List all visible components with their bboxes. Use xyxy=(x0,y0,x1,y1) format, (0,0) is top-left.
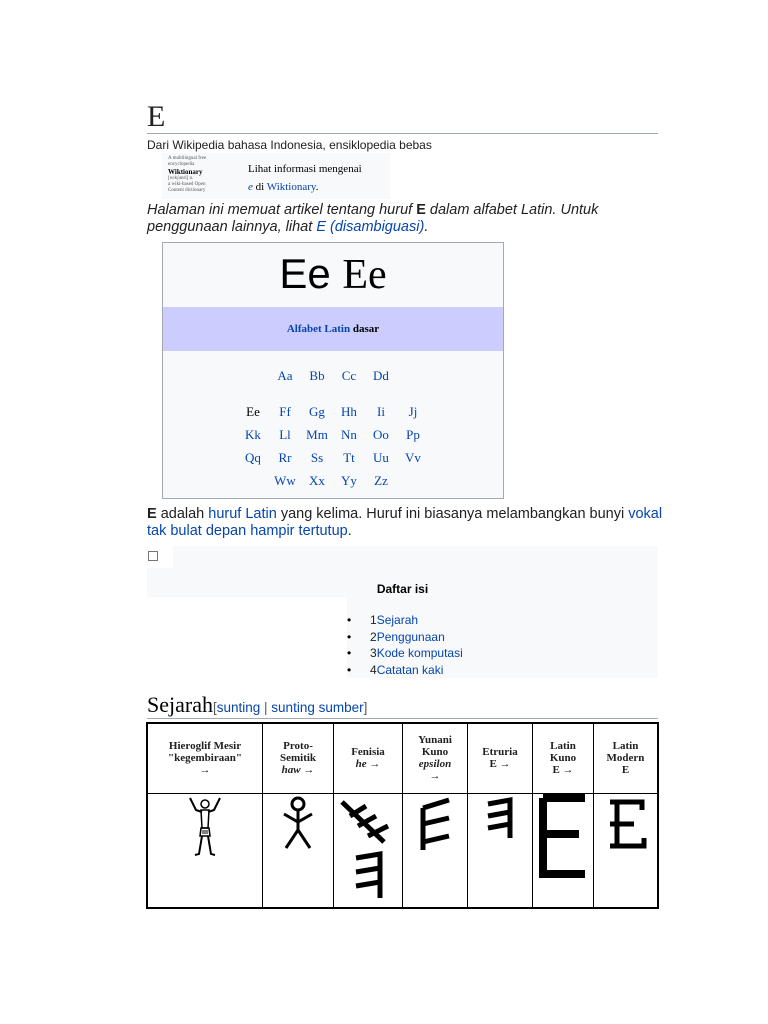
letter-link[interactable]: Xx xyxy=(309,473,325,488)
modern-latin-e-icon xyxy=(604,796,648,852)
edit-source-link[interactable]: sunting sumber xyxy=(271,700,364,715)
letter-link[interactable]: Hh xyxy=(341,404,357,419)
wiktionary-term-link[interactable]: e xyxy=(248,181,253,193)
proto-semitic-glyph[interactable] xyxy=(263,793,334,908)
toc-item[interactable]: • 1Sejarah xyxy=(347,612,463,629)
toc-toggle-checkbox[interactable] xyxy=(148,551,158,561)
header-etruscan: Etruria E → xyxy=(468,723,533,793)
latin-alphabet-link[interactable]: Alfabet Latin xyxy=(286,323,351,335)
greek-epsilon-glyph[interactable] xyxy=(403,793,468,908)
toc-item[interactable]: • 4Catatan kaki xyxy=(347,662,463,679)
toc-title: Daftar isi xyxy=(376,582,429,596)
proto-semitic-figure-icon xyxy=(278,796,318,852)
page-tagline: Dari Wikipedia bahasa Indonesia, ensiklopedia bebas xyxy=(147,138,432,152)
phoenician-glyph[interactable] xyxy=(334,793,403,908)
letter-link[interactable]: Ww xyxy=(274,473,296,488)
alphabet-row xyxy=(163,427,503,443)
letter-link[interactable]: Nn xyxy=(341,427,357,442)
toc-list xyxy=(347,612,463,678)
vowel-link[interactable]: vokal tak bulat depan hampir tertutup xyxy=(147,506,663,539)
page-title: E xyxy=(147,100,166,133)
letter-link[interactable]: Zz xyxy=(374,473,388,488)
alphabet-infobox xyxy=(162,242,504,499)
phoenician-he-icon xyxy=(336,796,400,902)
archaic-epsilon-icon xyxy=(415,796,455,852)
toc-item[interactable]: • 2Penggunaan xyxy=(347,629,463,646)
wiktionary-logo[interactable]: A multilingual free encyclopedia Wiktionary [wɪkʃənri] n. a wiki-based Open Content dictionary xyxy=(168,156,207,193)
header-proto-semitic: Proto- Semitik haw → xyxy=(263,723,334,793)
intro-paragraph: E adalah huruf Latin yang kelima. Huruf ini biasanya melambangkan bunyi vokal tak bulat depan hampir tertutup. xyxy=(147,506,663,539)
hatnote: Halaman ini memuat artikel tentang huruf E dalam alfabet Latin. Untuk penggunaan lainnya, lihat E (disambiguasi). xyxy=(147,202,599,235)
wiktionary-text: Lihat informasi mengenai xyxy=(248,163,362,175)
title-divider xyxy=(147,133,658,134)
header-modern-latin: Latin Modern E xyxy=(594,723,659,793)
letter-link[interactable]: Jj xyxy=(408,404,418,419)
modern-latin-glyph[interactable] xyxy=(594,793,659,908)
header-greek: Yunani Kuno epsilon → xyxy=(403,723,468,793)
alphabet-row xyxy=(163,473,503,489)
toc-item[interactable]: • 3Kode komputasi xyxy=(347,645,463,662)
alphabet-row xyxy=(163,450,503,466)
etruscan-glyph[interactable] xyxy=(468,793,533,908)
letter-link[interactable]: Oo xyxy=(373,427,389,442)
infobox-header: Alfabet Latin dasar xyxy=(163,307,503,351)
letter-link[interactable]: Bb xyxy=(309,368,325,383)
letter-evolution-table xyxy=(146,722,659,909)
letter-link[interactable]: Aa xyxy=(277,368,293,383)
letter-link[interactable]: Qq xyxy=(245,450,261,465)
section-heading-sejarah: Sejarah[sunting | sunting sumber] xyxy=(147,692,368,717)
etruscan-e-icon xyxy=(480,796,520,842)
letter-link[interactable]: Ss xyxy=(310,450,324,465)
header-phoenician: Fenisia he → xyxy=(334,723,403,793)
letter-link[interactable]: Kk xyxy=(245,427,261,442)
letter-link[interactable]: Mm xyxy=(306,427,328,442)
old-latin-e-icon xyxy=(535,794,591,880)
letter-link[interactable]: Pp xyxy=(406,427,420,442)
disambiguation-link[interactable]: E (disambiguasi) xyxy=(316,219,425,235)
letter-link[interactable]: Gg xyxy=(309,404,325,419)
wiktionary-link-line: e di Wiktionary. xyxy=(248,181,319,193)
edit-link[interactable]: sunting xyxy=(216,700,261,715)
wiktionary-link[interactable]: Wiktionary xyxy=(266,181,316,193)
letter-link[interactable]: Cc xyxy=(341,368,357,383)
alphabet-row xyxy=(163,368,503,384)
letter-link[interactable]: Ii xyxy=(377,404,385,419)
table-of-contents xyxy=(147,546,658,678)
letter-link[interactable]: Ll xyxy=(279,427,291,442)
hieroglyph-figure-icon xyxy=(180,796,230,858)
header-egyptian: Hieroglif Mesir "kegembiraan" → xyxy=(147,723,263,793)
header-old-latin: Latin Kuno E → xyxy=(533,723,594,793)
section-divider xyxy=(147,718,658,719)
alphabet-row xyxy=(163,404,503,420)
letter-link[interactable]: Vv xyxy=(405,450,421,465)
letter-link[interactable]: Ff xyxy=(279,404,291,419)
edit-links: [sunting | sunting sumber] xyxy=(212,700,368,715)
letter-link[interactable]: Tt xyxy=(343,450,355,465)
letter-link[interactable]: Yy xyxy=(341,473,357,488)
letter-link[interactable]: Uu xyxy=(373,450,389,465)
latin-letter-link[interactable]: huruf Latin xyxy=(208,506,277,522)
current-letter: Ee xyxy=(246,404,260,419)
letter-link[interactable]: Rr xyxy=(278,450,292,465)
letter-link[interactable]: Dd xyxy=(373,368,389,383)
letter-glyphs: Ee Ee xyxy=(279,250,387,298)
old-latin-glyph[interactable] xyxy=(533,793,594,908)
wiktionary-box xyxy=(162,153,390,199)
egyptian-hieroglyph-image[interactable] xyxy=(147,793,263,908)
